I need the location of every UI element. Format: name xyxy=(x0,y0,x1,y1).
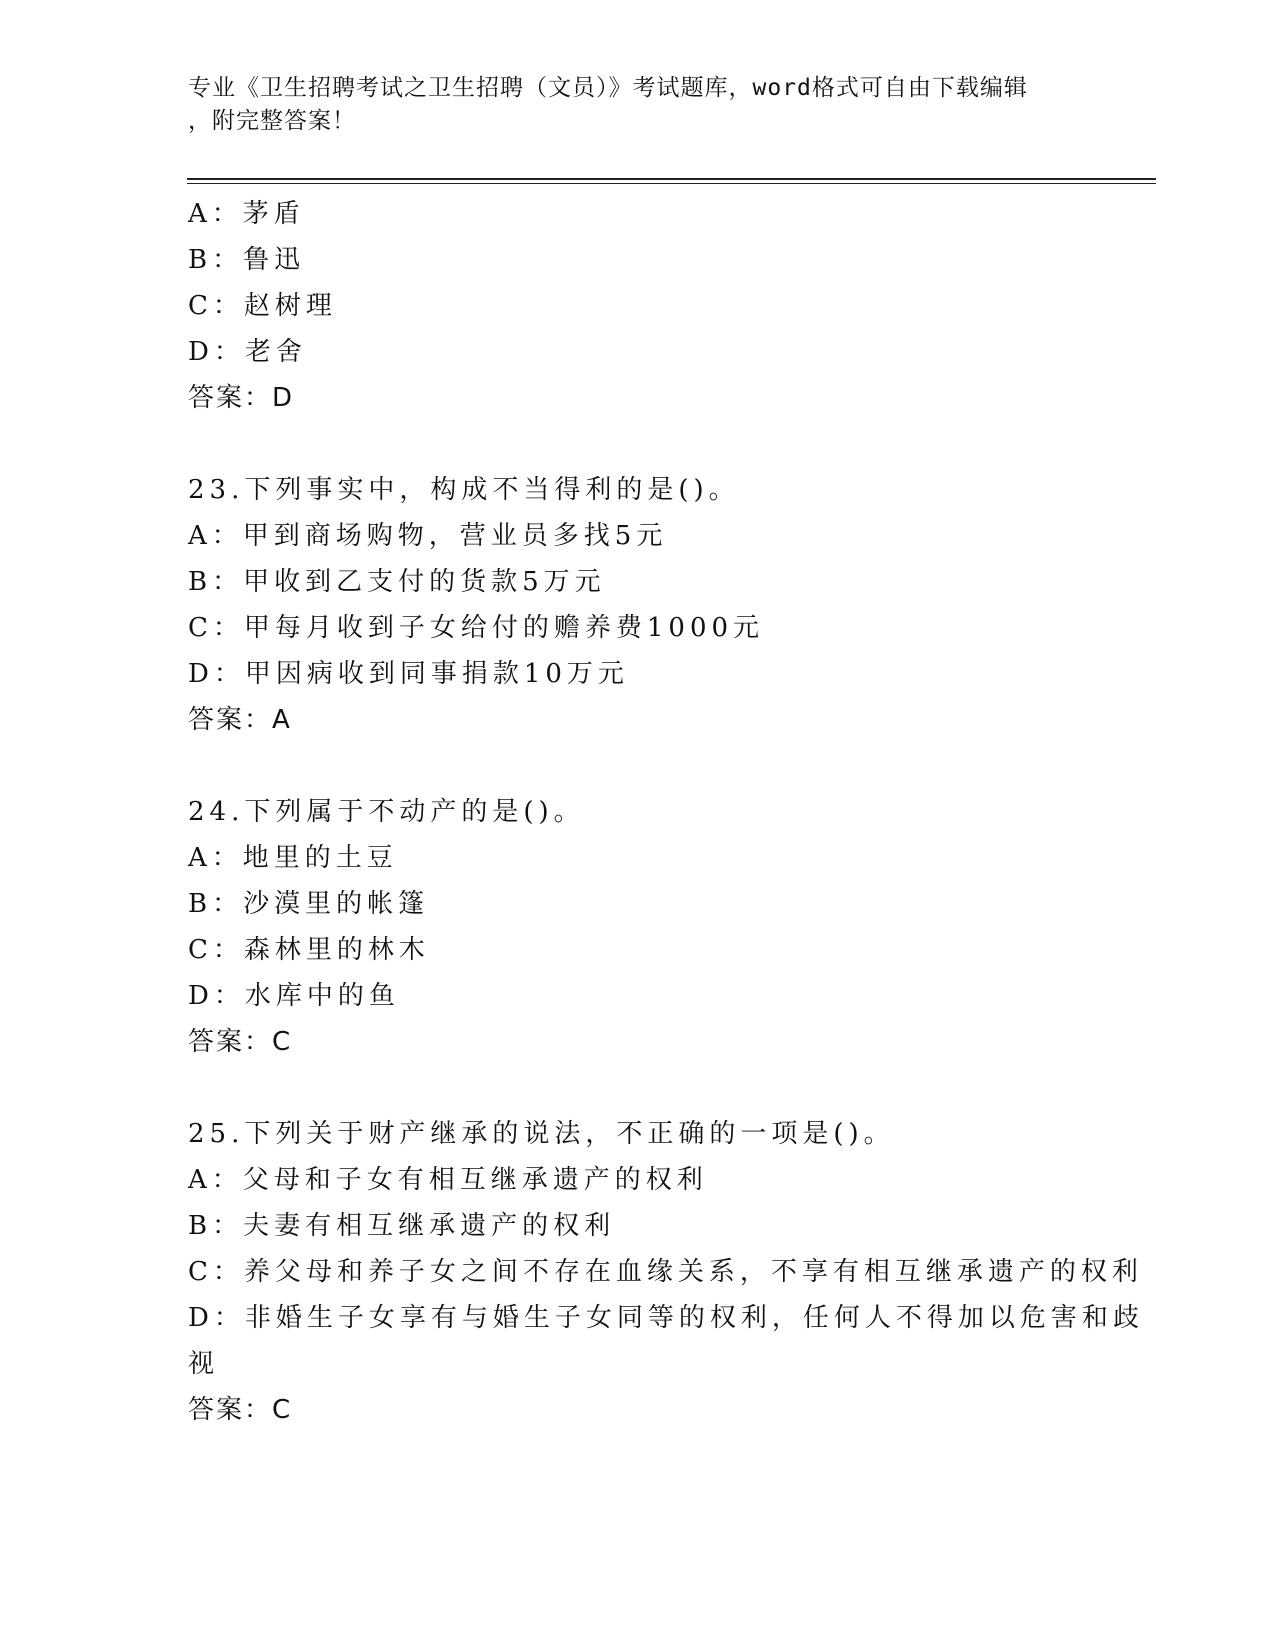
spacer xyxy=(188,421,1088,467)
question-24-block xyxy=(188,789,1088,1065)
question-25-block xyxy=(188,1111,1144,1433)
question-22-block xyxy=(188,191,1088,421)
question-23-block xyxy=(188,467,1088,743)
header-line-1: 专业《卫生招聘考试之卫生招聘（文员）》考试题库，word格式可自由下载编辑 xyxy=(188,75,1028,101)
question-text: 23.下列事实中，构成不当得利的是()。 xyxy=(188,475,740,505)
option-a: A：甲到商场购物，营业员多找5元 xyxy=(188,521,668,551)
question-text: 25.下列关于财产继承的说法，不正确的一项是()。 xyxy=(188,1119,895,1149)
option-b: B：夫妻有相互继承遗产的权利 xyxy=(188,1211,616,1241)
answer-line: 答案：C xyxy=(188,1395,293,1425)
answer-line: 答案：C xyxy=(188,1027,293,1057)
option-d: D：甲因病收到同事捐款10万元 xyxy=(188,659,629,689)
option-c: C：森林里的林木 xyxy=(188,935,430,965)
spacer xyxy=(188,1065,1088,1111)
option-d-continuation: 视 xyxy=(188,1349,220,1379)
option-c: C：养父母和养子女之间不存在血缘关系，不享有相互继承遗产的权利 xyxy=(188,1257,1143,1287)
option-b: B：甲收到乙支付的货款5万元 xyxy=(188,567,606,597)
header-divider-thin xyxy=(187,183,1156,184)
option-d: D：水库中的鱼 xyxy=(188,981,400,1011)
question-text: 24.下列属于不动产的是()。 xyxy=(188,797,585,827)
header-divider-thick xyxy=(187,178,1156,180)
option-d: D：非婚生子女享有与婚生子女同等的权利，任何人不得加以危害和歧 xyxy=(188,1303,1144,1333)
option-a: A：父母和子女有相互继承遗产的权利 xyxy=(188,1165,708,1195)
document-header xyxy=(188,72,1088,138)
option-b: B：鲁迅 xyxy=(188,245,306,275)
answer-line: 答案：A xyxy=(188,705,292,735)
option-c: C：赵树理 xyxy=(188,291,337,321)
header-line-2: ，附完整答案！ xyxy=(188,108,356,134)
option-c: C：甲每月收到子女给付的赡养费1000元 xyxy=(188,613,765,643)
option-b: B：沙漠里的帐篷 xyxy=(188,889,430,919)
answer-line: 答案：D xyxy=(188,383,295,413)
spacer xyxy=(188,743,1088,789)
option-a: A：茅盾 xyxy=(188,199,305,229)
option-a: A：地里的土豆 xyxy=(188,843,398,873)
question-list xyxy=(188,191,1144,1433)
option-d: D：老舍 xyxy=(188,337,307,367)
